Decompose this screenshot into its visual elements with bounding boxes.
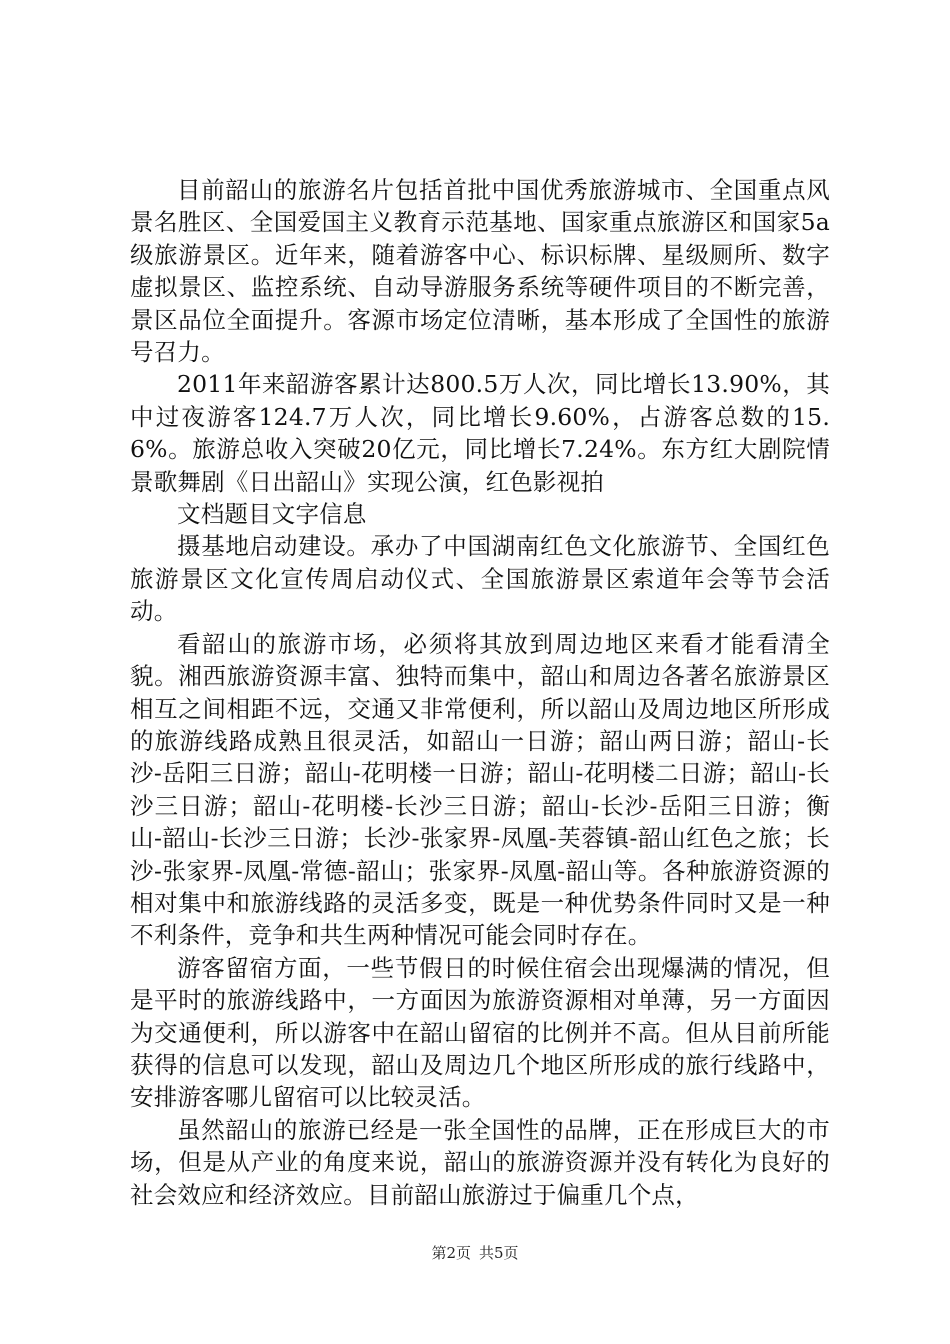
paragraph-events: 摄基地启动建设。承办了中国湖南红色文化旅游节、全国红色旅游景区文化宣传周启动仪式、全国旅游景区索道年会等节会活动。 [130, 532, 830, 626]
page-number-current: 第2页 [431, 1244, 471, 1262]
page-footer [0, 1243, 950, 1263]
paragraph-2011-statistics: 2011年来韶游客累计达800.5万人次，同比增长13.90%，其中过夜游客124.7万人次，同比增长9.60%，占游客总数的15.6%。旅游总收入突破20亿元，同比增长7.24%。东方红大剧院情景歌舞剧《日出韶山》实现公演，红色影视拍 [130, 370, 830, 496]
page-number-total: 共5页 [479, 1244, 519, 1262]
paragraph-industry-analysis: 虽然韶山的旅游已经是一张全国性的品牌，正在形成巨大的市场，但是从产业的角度来说，韶山的旅游资源并没有转化为良好的社会效应和经济效应。目前韶山旅游过于偏重几个点， [130, 1115, 830, 1209]
document-body [130, 174, 830, 1211]
paragraph-tourism-market: 看韶山的旅游市场，必须将其放到周边地区来看才能看清全貌。湘西旅游资源丰富、独特而集中，韶山和周边各著名旅游景区相互之间相距不远，交通又非常便利，所以韶山及周边地区所形成的旅游线路成熟且很灵活，如韶山一日游；韶山两日游；韶山-长沙-岳阳三日游；韶山-花明楼一日游；韶山-花明楼二日游；韶山-长沙三日游；韶山-花明楼-长沙三日游；韶山-长沙-岳阳三日游；衡山-韶山-长沙三日游；长沙-张家界-凤凰-芙蓉镇-韶山红色之旅；长沙-张家界-凤凰-常德-韶山；张家界-凤凰-韶山等。各种旅游资源的相对集中和旅游线路的灵活多变，既是一种优势条件同时又是一种不利条件，竞争和共生两种情况可能会同时存在。 [130, 629, 830, 950]
paragraph-overnight-stay: 游客留宿方面，一些节假日的时候住宿会出现爆满的情况，但是平时的旅游线路中，一方面因为旅游资源相对单薄，另一方面因为交通便利，所以游客中在韶山留宿的比例并不高。但从目前所能获得的信息可以发现，韶山及周边几个地区所形成的旅行线路中，安排游客哪儿留宿可以比较灵活。 [130, 953, 830, 1112]
paragraph-document-title-info: 文档题目文字信息 [177, 500, 367, 529]
paragraph-tourism-profile: 目前韶山的旅游名片包括首批中国优秀旅游城市、全国重点风景名胜区、全国爱国主义教育示范基地、国家重点旅游区和国家5a级旅游景区。近年来，随着游客中心、标识标牌、星级厕所、数字虚拟景区、监控系统、自动导游服务系统等硬件项目的不断完善，景区品位全面提升。客源市场定位清晰，基本形成了全国性的旅游号召力。 [130, 176, 830, 367]
